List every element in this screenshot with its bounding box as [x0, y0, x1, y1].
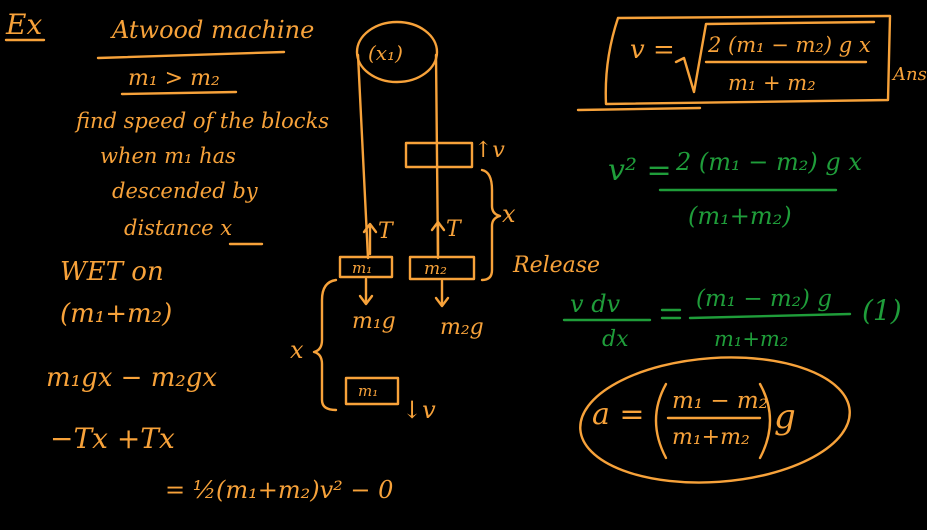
acceleration-lhs: a = — [592, 397, 645, 432]
displacement-left-label: x — [290, 336, 304, 364]
v-squared-numerator: 2 (m₁ − m₂) g x — [676, 148, 862, 176]
answer-v-symbol: v = — [630, 35, 675, 65]
wet-line-2: (m₁+m₂) — [60, 299, 173, 329]
acceleration-factor-g: g — [774, 397, 796, 437]
answer-denominator: m₁ + m₂ — [728, 71, 816, 95]
v-squared-lhs: v² = — [608, 153, 672, 188]
question-line-1: find speed of the blocks — [76, 109, 330, 133]
derivative-numerator: (m₁ − m₂) g — [696, 286, 832, 312]
question-line-4: distance x — [124, 216, 233, 240]
work-line-1: m₁gx − m₂gx — [46, 363, 218, 393]
displacement-brace-left — [314, 280, 336, 410]
acceleration-left-paren — [656, 384, 666, 458]
derivative-tag: (1) — [862, 294, 902, 327]
question-line-2: when m₁ has — [100, 144, 236, 168]
work-line-3: = ½(m₁+m₂)v² − 0 — [165, 476, 394, 504]
release-label: Release — [513, 253, 601, 278]
block-m1-lower-label: m₁ — [358, 382, 379, 400]
displacement-right-label: x — [502, 200, 516, 228]
acceleration-denominator: m₁+m₂ — [672, 425, 750, 450]
upper-velocity-label: ↑v — [474, 138, 505, 163]
moving-block-outline — [406, 143, 472, 167]
acceleration-numerator: m₁ − m₂ — [672, 388, 768, 414]
lower-velocity-label: ↓v — [402, 396, 436, 424]
displacement-brace-right — [482, 170, 500, 280]
left-notes — [5, 8, 393, 504]
tension-right-label: T — [446, 217, 461, 242]
derivative-lhs-bottom: dx — [602, 327, 629, 352]
wet-line-1: WET on — [60, 257, 164, 287]
ans-label: Ans — [893, 64, 927, 85]
pulley-label: (x₁) — [368, 41, 403, 65]
answer-box-underline — [578, 108, 700, 110]
green-derivation — [564, 148, 902, 352]
weight-m1-label: m₁g — [352, 309, 396, 334]
mass-condition: m₁ > m₂ — [128, 66, 220, 91]
question-line-3: descended by — [112, 179, 258, 203]
ex-label: Ex — [6, 8, 43, 41]
answer-numerator: 2 (m₁ − m₂) g x — [708, 33, 871, 57]
derivative-denominator: m₁+m₂ — [714, 327, 789, 351]
weight-m2-label: m₂g — [440, 315, 484, 340]
answer-box — [578, 16, 927, 110]
derivative-lhs-top: v dv — [570, 290, 621, 318]
block-m2-label: m₂ — [424, 259, 447, 279]
derivative-fraction-bar — [690, 314, 850, 318]
v-squared-denominator: (m₁+m₂) — [688, 202, 792, 230]
work-line-2: −Tx +Tx — [50, 422, 175, 455]
title-atwood-machine: Atwood machine — [112, 16, 315, 44]
acceleration-result — [576, 349, 854, 492]
atwood-diagram — [290, 22, 600, 424]
title-underline — [98, 52, 284, 58]
tension-left-label: T — [378, 219, 393, 244]
block-m1-label: m₁ — [352, 259, 373, 277]
condition-underline — [122, 92, 236, 94]
